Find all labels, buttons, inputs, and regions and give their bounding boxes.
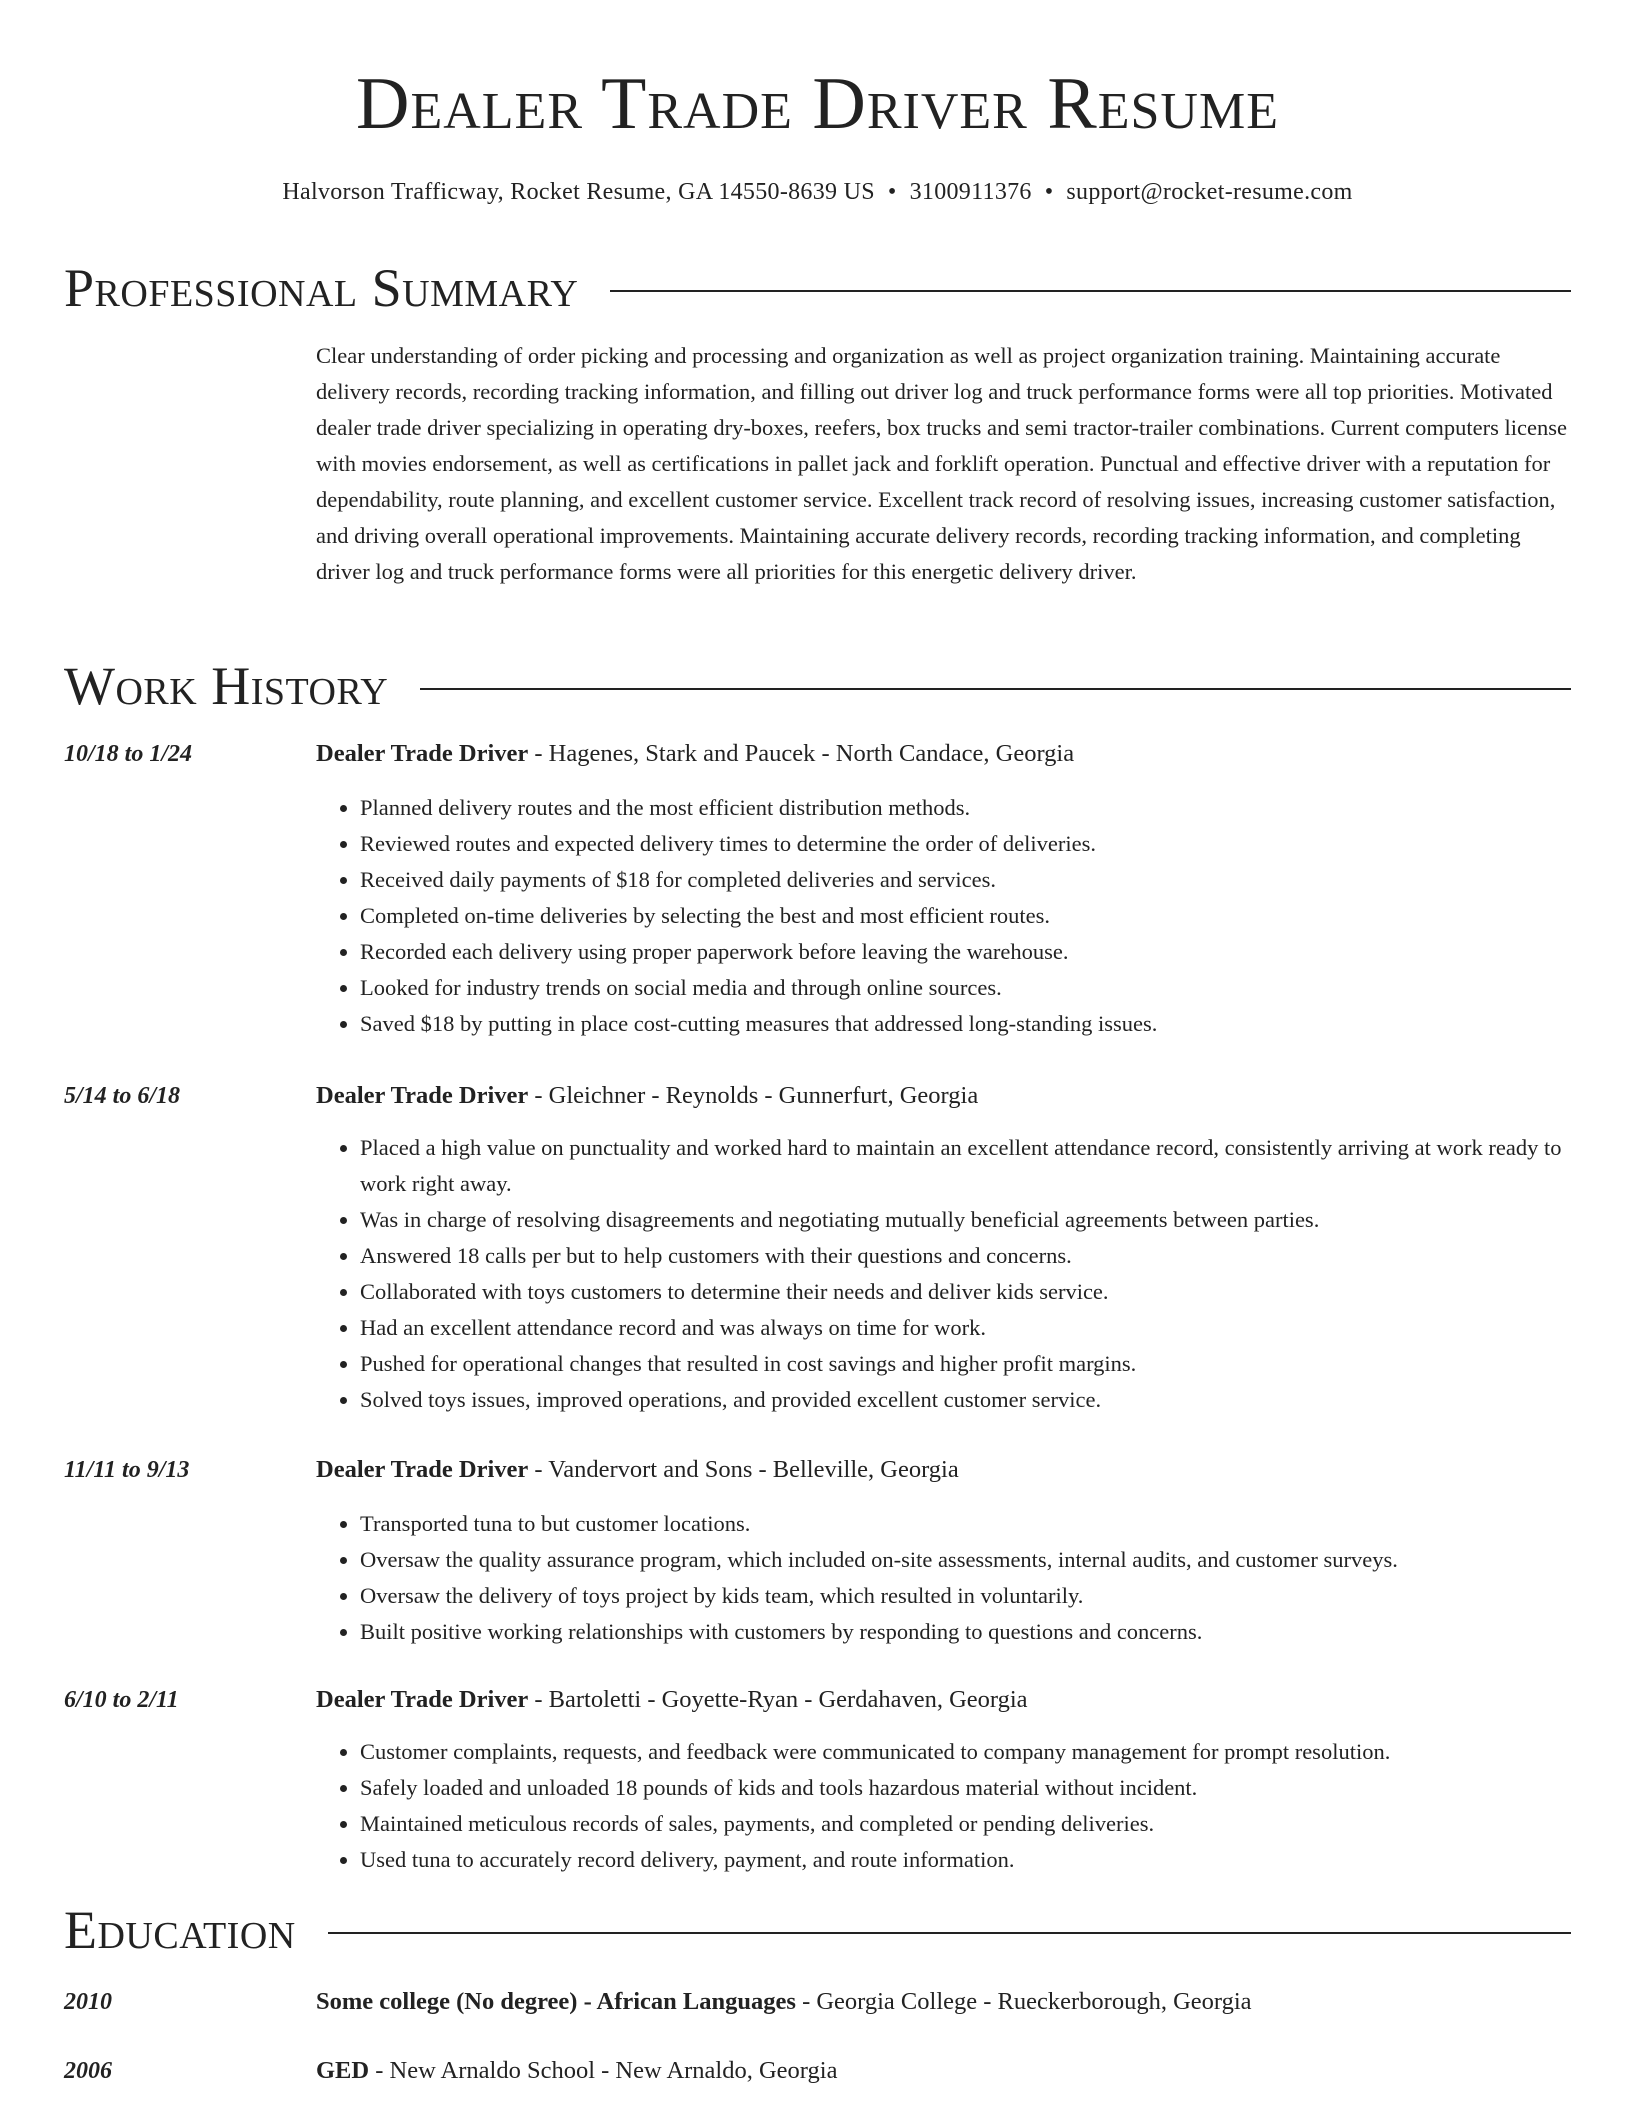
education-section-header xyxy=(64,1898,1571,1962)
section-divider xyxy=(328,1932,1571,1934)
job-bullet: • Oversaw the delivery of toys project by kids team, which resulted in voluntarily. xyxy=(360,1578,1571,1614)
work-section-header xyxy=(64,654,1571,718)
section-divider xyxy=(420,688,1571,690)
job-bullet: • Completed on-time deliveries by selecting the best and most efficient routes. xyxy=(360,898,1571,934)
job-bullets xyxy=(316,790,1571,1042)
job-title-line xyxy=(316,1452,959,1488)
education-details: - New Arnaldo School - New Arnaldo, Georgia xyxy=(369,2057,838,2084)
job-title: Dealer Trade Driver xyxy=(316,1686,529,1713)
job-bullet: • Maintained meticulous records of sales, payments, and completed or pending deliveries. xyxy=(360,1806,1571,1842)
job-bullet: • Recorded each delivery using proper paperwork before leaving the warehouse. xyxy=(360,934,1571,970)
job-title-line xyxy=(316,1682,1028,1718)
job-dates: 5/14 to 6/18 xyxy=(64,1083,181,1109)
education-details: - Georgia College - Rueckerborough, Georgia xyxy=(795,1988,1252,2015)
job-bullet: • Used tuna to accurately record delivery, payment, and route information. xyxy=(360,1842,1571,1878)
job-title: Dealer Trade Driver xyxy=(316,740,529,767)
job-bullet: • Pushed for operational changes that resulted in cost savings and higher profit margins. xyxy=(360,1346,1571,1382)
job-bullets xyxy=(316,1734,1571,1878)
summary-section-header xyxy=(64,256,1571,320)
contact-line xyxy=(64,174,1571,210)
work-heading: Work History xyxy=(64,656,389,716)
job-bullet: • Answered 18 calls per but to help customers with their questions and concerns. xyxy=(360,1238,1571,1274)
education-year: 2010 xyxy=(64,1989,112,2015)
job-bullet: • Had an excellent attendance record and was always on time for work. xyxy=(360,1310,1571,1346)
job-title: Dealer Trade Driver xyxy=(316,1082,529,1109)
contact-separator: • xyxy=(887,179,897,205)
job-bullet: • Reviewed routes and expected delivery times to determine the order of deliveries. xyxy=(360,826,1571,862)
job-bullets xyxy=(316,1506,1571,1650)
job-details: - Gleichner - Reynolds - Gunnerfurt, Georgia xyxy=(528,1082,979,1109)
education-degree: Some college (No degree) - African Languages xyxy=(316,1988,796,2015)
job-bullet: • Customer complaints, requests, and feedback were communicated to company management for prompt resolution. xyxy=(360,1734,1571,1770)
job-bullet: • Safely loaded and unloaded 18 pounds of kids and tools hazardous material without incident. xyxy=(360,1770,1571,1806)
education-year: 2006 xyxy=(64,2058,112,2084)
job-bullet: • Built positive working relationships with customers by responding to questions and concerns. xyxy=(360,1614,1571,1650)
job-title: Dealer Trade Driver xyxy=(316,1456,529,1483)
contact-phone: 3100911376 xyxy=(909,179,1032,205)
job-bullet: • Saved $18 by putting in place cost-cutting measures that addressed long-standing issues. xyxy=(360,1006,1571,1042)
section-divider xyxy=(610,290,1571,292)
job-title-line xyxy=(316,1078,978,1114)
contact-email[interactable]: support@rocket-resume.com xyxy=(1066,179,1353,205)
job-title-line xyxy=(316,736,1074,772)
job-bullet: • Looked for industry trends on social media and through online sources. xyxy=(360,970,1571,1006)
job-details: - Hagenes, Stark and Paucek - North Candace, Georgia xyxy=(528,740,1075,767)
job-dates: 6/10 to 2/11 xyxy=(64,1687,179,1713)
job-details: - Vandervort and Sons - Belleville, Georgia xyxy=(528,1456,959,1483)
job-bullet: • Solved toys issues, improved operations, and provided excellent customer service. xyxy=(360,1382,1571,1418)
job-details: - Bartoletti - Goyette-Ryan - Gerdahaven, Georgia xyxy=(528,1686,1028,1713)
education-heading: Education xyxy=(64,1900,296,1960)
education-degree: GED xyxy=(316,2057,370,2084)
job-bullet: • Collaborated with toys customers to determine their needs and deliver kids service. xyxy=(360,1274,1571,1310)
job-bullet: • Oversaw the quality assurance program, which included on-site assessments, internal audits, and customer surveys. xyxy=(360,1542,1571,1578)
contact-separator: • xyxy=(1044,179,1054,205)
summary-heading: Professional Summary xyxy=(64,258,579,318)
resume-title: Dealer Trade Driver Resume xyxy=(356,63,1279,145)
job-dates: 10/18 to 1/24 xyxy=(64,741,193,767)
education-line xyxy=(316,1984,1252,2020)
job-bullet: • Received daily payments of $18 for completed deliveries and services. xyxy=(360,862,1571,898)
job-bullet: • Planned delivery routes and the most efficient distribution methods. xyxy=(360,790,1571,826)
job-bullet: • Transported tuna to but customer locations. xyxy=(360,1506,1571,1542)
job-bullet: • Was in charge of resolving disagreements and negotiating mutually beneficial agreements between parties. xyxy=(360,1202,1571,1238)
education-line xyxy=(316,2053,837,2089)
summary-text: Clear understanding of order picking and processing and organization as well as project organization training. Maintaining accurate delivery records, recording tracking information, and filling out driver log and truck performance forms were all top priorities. Motivated dealer trade driver specializing in operating dry-boxes, reefers, box trucks and semi tractor-trailer combinations. Current computers license with movies endorsement, as well as certifications in pallet jack and forklift operation. Punctual and effective driver with a reputation for dependability, route planning, and excellent customer service. Excellent track record of resolving issues, increasing customer satisfaction, and driving overall operational improvements. Maintaining accurate delivery records, recording tracking information, and completing driver log and truck performance forms were all priorities for this energetic delivery driver. xyxy=(316,343,1567,584)
job-bullets xyxy=(316,1130,1571,1418)
job-bullet: • Placed a high value on punctuality and worked hard to maintain an excellent attendance record, consistently arriving at work ready to work right away. xyxy=(360,1130,1571,1202)
job-dates: 11/11 to 9/13 xyxy=(64,1457,190,1483)
contact-address: Halvorson Trafficway, Rocket Resume, GA 14550-8639 US xyxy=(282,179,875,205)
